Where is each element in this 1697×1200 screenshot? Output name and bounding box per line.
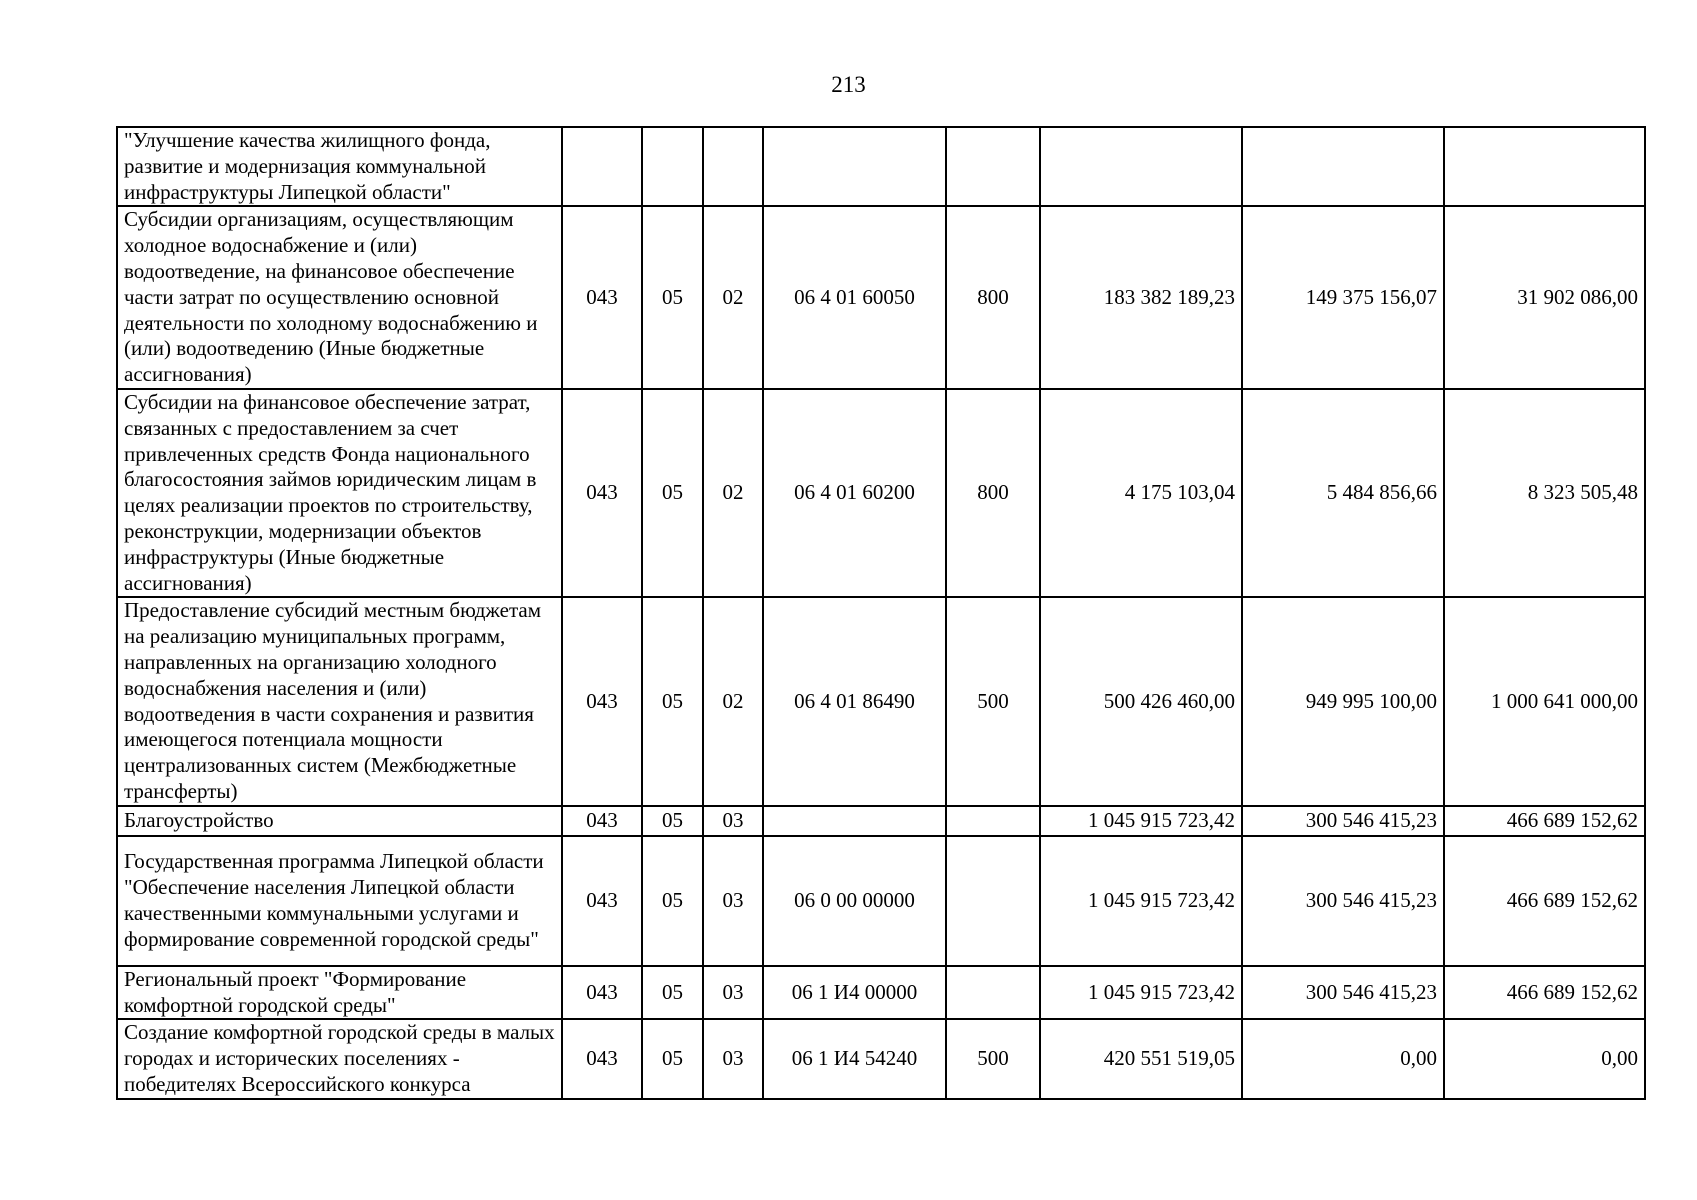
amount-cell-3: 31 902 086,00 bbox=[1444, 206, 1645, 389]
amount-cell-3: 1 000 641 000,00 bbox=[1444, 597, 1645, 805]
amount-cell-2: 149 375 156,07 bbox=[1242, 206, 1444, 389]
subsection-code-cell: 03 bbox=[703, 1019, 763, 1098]
amount-cell-3: 466 689 152,62 bbox=[1444, 966, 1645, 1020]
amount-cell-2 bbox=[1242, 127, 1444, 206]
expense-type-cell bbox=[946, 806, 1040, 836]
amount-cell-2: 949 995 100,00 bbox=[1242, 597, 1444, 805]
amount-cell-1: 4 175 103,04 bbox=[1040, 389, 1242, 597]
section-code-cell: 05 bbox=[642, 806, 703, 836]
subsection-code-cell bbox=[703, 127, 763, 206]
target-article-cell: 06 0 00 00000 bbox=[763, 836, 946, 966]
amount-cell-2: 5 484 856,66 bbox=[1242, 389, 1444, 597]
amount-cell-3: 8 323 505,48 bbox=[1444, 389, 1645, 597]
expense-type-cell: 500 bbox=[946, 1019, 1040, 1098]
page-number: 213 bbox=[831, 72, 866, 97]
amount-cell-1 bbox=[1040, 127, 1242, 206]
row-description: Региональный проект "Формирование комфортной городской среды" bbox=[117, 966, 562, 1020]
amount-cell-1: 500 426 460,00 bbox=[1040, 597, 1242, 805]
subsection-code-cell: 02 bbox=[703, 389, 763, 597]
subsection-code-cell: 02 bbox=[703, 597, 763, 805]
table-row bbox=[117, 389, 1645, 597]
amount-cell-1: 183 382 189,23 bbox=[1040, 206, 1242, 389]
amount-cell-2: 0,00 bbox=[1242, 1019, 1444, 1098]
table-row bbox=[117, 806, 1645, 836]
table-row bbox=[117, 966, 1645, 1020]
row-description: Создание комфортной городской среды в малых городах и исторических поселениях - победителях Всероссийского конкурса bbox=[117, 1019, 562, 1098]
ministry-code-cell: 043 bbox=[562, 597, 642, 805]
expense-type-cell bbox=[946, 966, 1040, 1020]
expense-type-cell: 500 bbox=[946, 597, 1040, 805]
table-row bbox=[117, 836, 1645, 966]
section-code-cell: 05 bbox=[642, 1019, 703, 1098]
budget-table bbox=[116, 126, 1646, 1100]
amount-cell-2: 300 546 415,23 bbox=[1242, 806, 1444, 836]
target-article-cell: 06 4 01 60050 bbox=[763, 206, 946, 389]
expense-type-cell: 800 bbox=[946, 206, 1040, 389]
target-article-cell: 06 4 01 60200 bbox=[763, 389, 946, 597]
amount-cell-1: 1 045 915 723,42 bbox=[1040, 836, 1242, 966]
amount-cell-2: 300 546 415,23 bbox=[1242, 966, 1444, 1020]
target-article-cell bbox=[763, 806, 946, 836]
target-article-cell: 06 4 01 86490 bbox=[763, 597, 946, 805]
row-description: Государственная программа Липецкой области "Обеспечение населения Липецкой области качественными коммунальными услугами и формирование современной городской среды" bbox=[117, 836, 562, 966]
row-description: Субсидии организациям, осуществляющим холодное водоснабжение и (или) водоотведение, на финансовое обеспечение части затрат по осуществлению основной деятельности по холодному водоснабжению и (или) водоотведению (Иные бюджетные ассигнования) bbox=[117, 206, 562, 389]
section-code-cell bbox=[642, 127, 703, 206]
section-code-cell: 05 bbox=[642, 597, 703, 805]
amount-cell-1: 1 045 915 723,42 bbox=[1040, 806, 1242, 836]
expense-type-cell: 800 bbox=[946, 389, 1040, 597]
table-row bbox=[117, 127, 1645, 206]
section-code-cell: 05 bbox=[642, 836, 703, 966]
section-code-cell: 05 bbox=[642, 389, 703, 597]
amount-cell-3 bbox=[1444, 127, 1645, 206]
subsection-code-cell: 03 bbox=[703, 836, 763, 966]
ministry-code-cell: 043 bbox=[562, 966, 642, 1020]
ministry-code-cell: 043 bbox=[562, 206, 642, 389]
amount-cell-3: 0,00 bbox=[1444, 1019, 1645, 1098]
ministry-code-cell bbox=[562, 127, 642, 206]
row-description: Предоставление субсидий местным бюджетам на реализацию муниципальных программ, направленных на организацию холодного водоснабжения населения и (или) водоотведения в части сохранения и развития имеющегося потенциала мощности централизованных систем (Межбюджетные трансферты) bbox=[117, 597, 562, 805]
row-description: Субсидии на финансовое обеспечение затрат, связанных с предоставлением за счет привлеченных средств Фонда национального благосостояния займов юридическим лицам в целях реализации проектов по строительству, реконструкции, модернизации объектов инфраструктуры (Иные бюджетные ассигнования) bbox=[117, 389, 562, 597]
ministry-code-cell: 043 bbox=[562, 1019, 642, 1098]
ministry-code-cell: 043 bbox=[562, 836, 642, 966]
table-row bbox=[117, 206, 1645, 389]
expense-type-cell bbox=[946, 836, 1040, 966]
amount-cell-1: 420 551 519,05 bbox=[1040, 1019, 1242, 1098]
subsection-code-cell: 02 bbox=[703, 206, 763, 389]
table-row bbox=[117, 597, 1645, 805]
section-code-cell: 05 bbox=[642, 206, 703, 389]
amount-cell-1: 1 045 915 723,42 bbox=[1040, 966, 1242, 1020]
subsection-code-cell: 03 bbox=[703, 966, 763, 1020]
ministry-code-cell: 043 bbox=[562, 806, 642, 836]
target-article-cell: 06 1 И4 54240 bbox=[763, 1019, 946, 1098]
table-row bbox=[117, 1019, 1645, 1098]
expense-type-cell bbox=[946, 127, 1040, 206]
ministry-code-cell: 043 bbox=[562, 389, 642, 597]
row-description: Благоустройство bbox=[117, 806, 562, 836]
amount-cell-2: 300 546 415,23 bbox=[1242, 836, 1444, 966]
amount-cell-3: 466 689 152,62 bbox=[1444, 806, 1645, 836]
target-article-cell: 06 1 И4 00000 bbox=[763, 966, 946, 1020]
amount-cell-3: 466 689 152,62 bbox=[1444, 836, 1645, 966]
section-code-cell: 05 bbox=[642, 966, 703, 1020]
subsection-code-cell: 03 bbox=[703, 806, 763, 836]
row-description: "Улучшение качества жилищного фонда, развитие и модернизация коммунальной инфраструктуры Липецкой области" bbox=[117, 127, 562, 206]
target-article-cell bbox=[763, 127, 946, 206]
